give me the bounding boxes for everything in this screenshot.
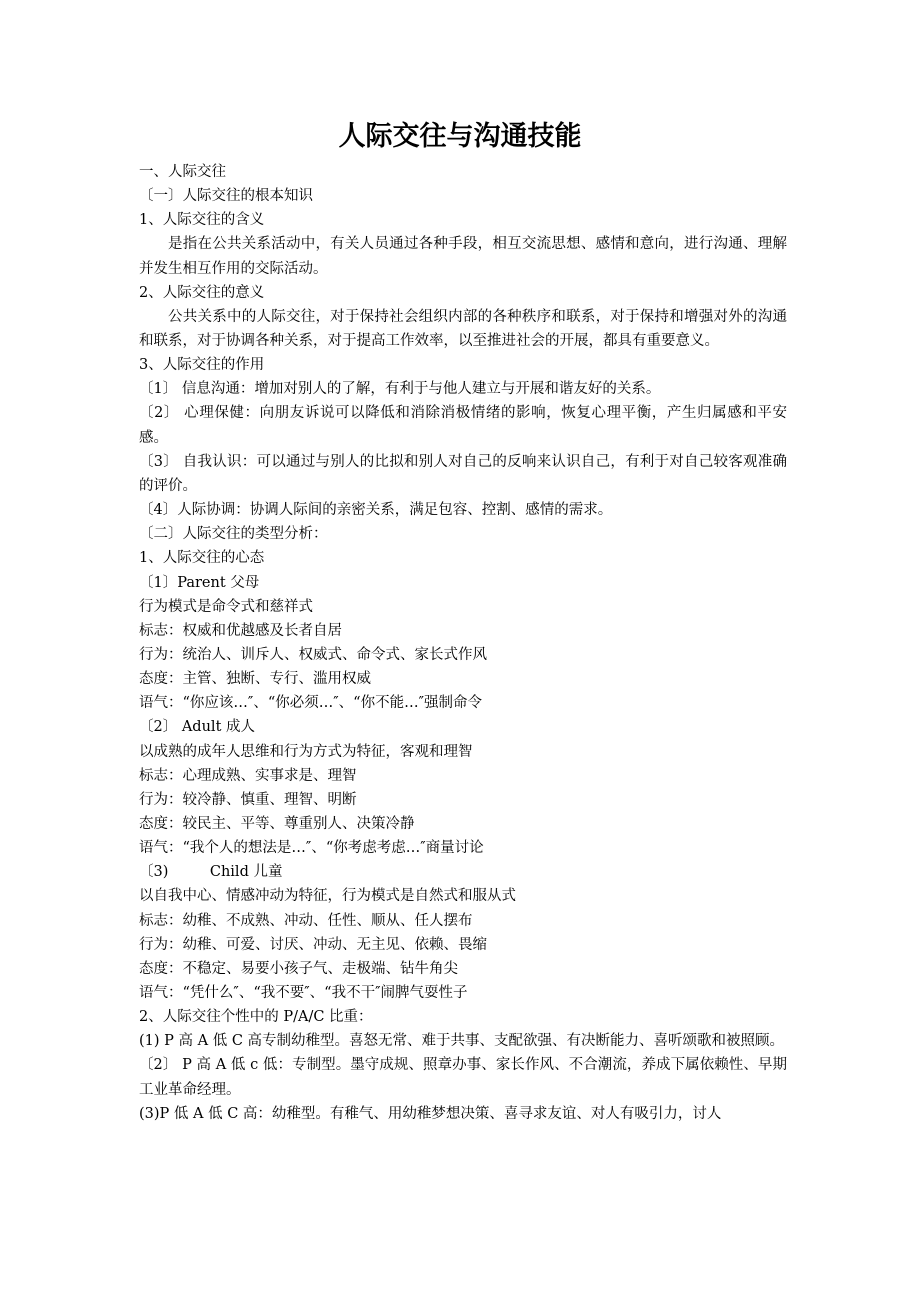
list-item: 〔1〕Parent 父母 (139, 574, 260, 591)
item-heading: 2、人际交往的意义 (139, 284, 265, 301)
text-line: 语气：“你应该…″、“你必须…″、“你不能…″强制命令 (139, 695, 482, 712)
paragraph: 公共关系中的人际交往，对于保持社会组织内部的各种秩序和联系，对于保持和增强对外的沟通和联系，对于协调各种关系，对于提高工作效率，以至推进社会的开展，都具有重要意义。 (139, 308, 787, 350)
list-item: 〔3〕 自我认识：可以通过与别人的比拟和别人对自己的反响来认识自己，有利于对自己较客观准确的评价。 (139, 453, 787, 494)
list-item: (1) P 高 A 低 C 高专制幼稚型。喜怒无常、难于共事、支配欲强、有决断能力、喜听颂歌和被照顾。 (139, 1033, 785, 1050)
text-line: 标志：权威和优越感及长者自居 (139, 622, 342, 639)
text-line: 以自我中心、情感冲动为特征，行为模式是自然式和服从式 (139, 888, 516, 905)
list-item: 〔1〕 信息沟通：增加对别人的了解，有利于与他人建立与开展和谐友好的关系。 (139, 381, 661, 398)
text-line: 行为：较冷静、慎重、理智、明断 (139, 791, 357, 808)
text-line: 语气：“凭什么″、“我不要″、“我不干″闹脾气耍性子 (139, 984, 468, 1001)
text-line: 态度：主管、独断、专行、滥用权威 (139, 671, 371, 688)
subsection-heading: 〔一〕人际交往的根本知识 (139, 188, 313, 205)
text-line: 以成熟的成年人思维和行为方式为特征，客观和理智 (139, 743, 473, 760)
list-item: 〔3) Child 儿童 (139, 864, 283, 881)
list-item: 〔4〕人际协调：协调人际间的亲密关系，满足包容、控割、感情的需求。 (139, 502, 613, 519)
text-line: 语气：“我个人的想法是…″、“你考虑考虑…″商量讨论 (139, 840, 484, 857)
list-item: 〔2〕 心理保健：向朋友诉说可以降低和消除消极情绪的影响，恢复心理平衡，产生归属感和平安感。 (139, 405, 787, 446)
document-title: 人际交往与沟通技能 (338, 121, 582, 152)
text-line: 标志：心理成熟、实事求是、理智 (139, 767, 357, 784)
text-line: 态度：不稳定、易要小孩子气、走极端、钻牛角尖 (139, 960, 458, 977)
text-line: 行为：统治人、训斥人、权威式、命令式、家长式作风 (139, 646, 487, 663)
paragraph: 是指在公共关系活动中，有关人员通过各种手段，相互交流思想、感情和意向，进行沟通、理解并发生相互作用的交际活动。 (139, 236, 787, 277)
item-heading: 3、人际交往的作用 (139, 357, 265, 374)
item-heading: 1、人际交往的心态 (139, 550, 265, 567)
list-item: 〔2〕 Adult 成人 (139, 719, 255, 736)
list-item: (3)P 低 A 低 C 高：幼稚型。有稚气、用幼稚梦想决策、喜寻求友谊、对人有吸引力，讨人 (139, 1105, 722, 1122)
text-line: 行为：幼稚、可爱、讨厌、冲动、无主见、依赖、畏缩 (139, 936, 487, 953)
list-item: 〔2〕 P 高 A 低 c 低：专制型。墨守成规、照章办事、家长作风、不合潮流，养成下属依赖性、早期工业革命经理。 (139, 1057, 787, 1098)
item-heading: 1、人际交往的含义 (139, 212, 265, 229)
text-line: 标志：幼稚、不成熟、冲动、任性、顺从、任人摆布 (139, 912, 473, 929)
item-heading: 2、人际交往个性中的 P/A/C 比重： (139, 1009, 373, 1026)
subsection-heading: 〔二〕人际交往的类型分析： (139, 526, 328, 543)
document-body (139, 160, 787, 1126)
section-heading: 一、人际交往 (139, 164, 226, 180)
text-line: 行为模式是命令式和慈祥式 (139, 598, 313, 615)
text-line: 态度：较民主、平等、尊重别人、决策冷静 (139, 815, 415, 832)
